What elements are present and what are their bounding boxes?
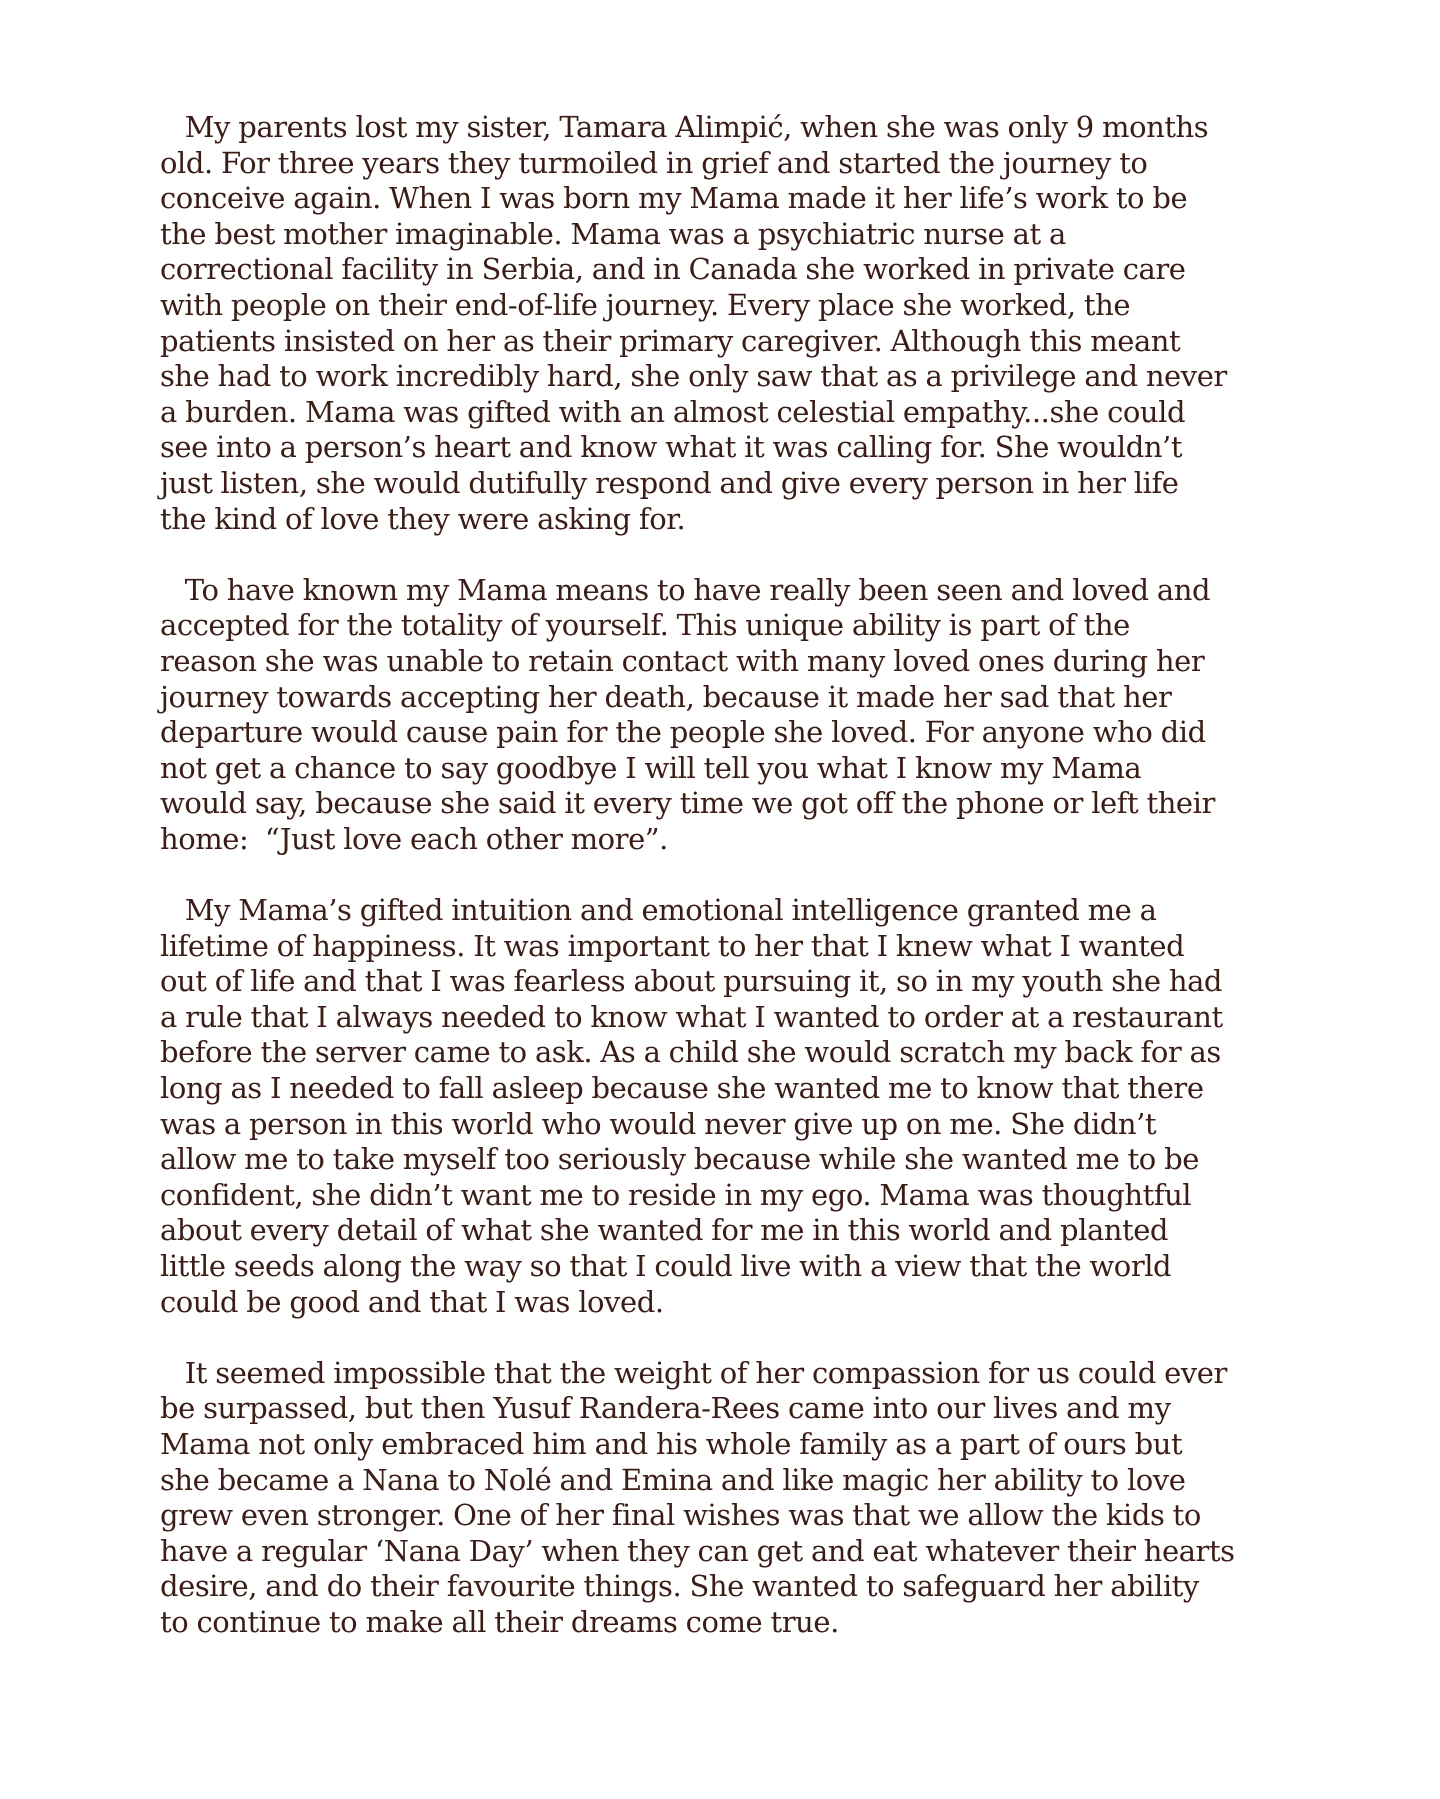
text-line: confident, she didn’t want me to reside in my ego. Mama was thoughtful bbox=[160, 1177, 1192, 1212]
text-line: have a regular ‘Nana Day’ when they can get and eat whatever their hearts bbox=[160, 1533, 1235, 1568]
text-line: could be good and that I was loved. bbox=[160, 1284, 664, 1319]
text-line: out of life and that I was fearless about pursuing it, so in my youth she had bbox=[160, 964, 1223, 999]
text-line: be surpassed, but then Yusuf Randera-Rees came into our lives and my bbox=[160, 1391, 1171, 1426]
text-line: conceive again. When I was born my Mama made it her life’s work to be bbox=[160, 181, 1188, 216]
text-line: journey towards accepting her death, because it made her sad that her bbox=[160, 679, 1172, 714]
text-line: not get a chance to say goodbye I will tell you what I know my Mama bbox=[160, 750, 1142, 785]
text-line: long as I needed to fall asleep because she wanted me to know that there bbox=[160, 1071, 1204, 1106]
text-line: My Mama’s gifted intuition and emotional intelligence granted me a bbox=[160, 893, 1157, 928]
text-line: the best mother imaginable. Mama was a psychiatric nurse at a bbox=[160, 216, 1066, 251]
text-line: allow me to take myself too seriously because while she wanted me to be bbox=[160, 1142, 1199, 1177]
text-line: a rule that I always needed to know what I wanted to order at a restaurant bbox=[160, 999, 1223, 1034]
text-line: grew even stronger. One of her final wishes was that we allow the kids to bbox=[160, 1498, 1201, 1533]
text-line: accepted for the totality of yourself. This unique ability is part of the bbox=[160, 608, 1130, 643]
text-line: just listen, she would dutifully respond and give every person in her life bbox=[160, 465, 1179, 500]
paragraph-2 bbox=[160, 573, 1290, 858]
text-line: old. For three years they turmoiled in grief and started the journey to bbox=[160, 145, 1148, 180]
document-body bbox=[160, 110, 1290, 1676]
text-line: reason she was unable to retain contact with many loved ones during her bbox=[160, 643, 1205, 678]
text-line: desire, and do their favourite things. She wanted to safeguard her ability bbox=[160, 1569, 1199, 1604]
paragraph-3 bbox=[160, 893, 1290, 1320]
text-line: patients insisted on her as their primary caregiver. Although this meant bbox=[160, 323, 1181, 358]
text-line: about every detail of what she wanted for me in this world and planted bbox=[160, 1213, 1169, 1248]
text-line: see into a person’s heart and know what it was calling for. She wouldn’t bbox=[160, 430, 1183, 465]
text-line: To have known my Mama means to have really been seen and loved and bbox=[160, 572, 1211, 607]
text-line: to continue to make all their dreams come true. bbox=[160, 1604, 839, 1639]
paragraph-4 bbox=[160, 1356, 1290, 1641]
text-line: correctional facility in Serbia, and in Canada she worked in private care bbox=[160, 252, 1186, 287]
text-line: with people on their end-of-life journey. Every place she worked, the bbox=[160, 287, 1131, 322]
text-line: the kind of love they were asking for. bbox=[160, 501, 686, 536]
text-line: before the server came to ask. As a child she would scratch my back for as bbox=[160, 1035, 1221, 1070]
text-line: she had to work incredibly hard, she only saw that as a privilege and never bbox=[160, 359, 1227, 394]
text-line: departure would cause pain for the people she loved. For anyone who did bbox=[160, 715, 1206, 750]
text-line: It seemed impossible that the weight of her compassion for us could ever bbox=[160, 1355, 1227, 1390]
text-line: lifetime of happiness. It was important to her that I knew what I wanted bbox=[160, 928, 1185, 963]
paragraph-1 bbox=[160, 110, 1290, 537]
text-line: home: “Just love each other more”. bbox=[160, 821, 668, 856]
text-line: she became a Nana to Nolé and Emina and like magic her ability to love bbox=[160, 1462, 1186, 1497]
text-line: Mama not only embraced him and his whole family as a part of ours but bbox=[160, 1426, 1183, 1461]
text-line: a burden. Mama was gifted with an almost celestial empathy...she could bbox=[160, 394, 1186, 429]
text-line: My parents lost my sister, Tamara Alimpić, when she was only 9 months bbox=[160, 110, 1209, 144]
text-line: was a person in this world who would never give up on me. She didn’t bbox=[160, 1106, 1157, 1141]
text-line: little seeds along the way so that I could live with a view that the world bbox=[160, 1249, 1172, 1283]
text-line: would say, because she said it every time we got off the phone or left their bbox=[160, 786, 1215, 821]
